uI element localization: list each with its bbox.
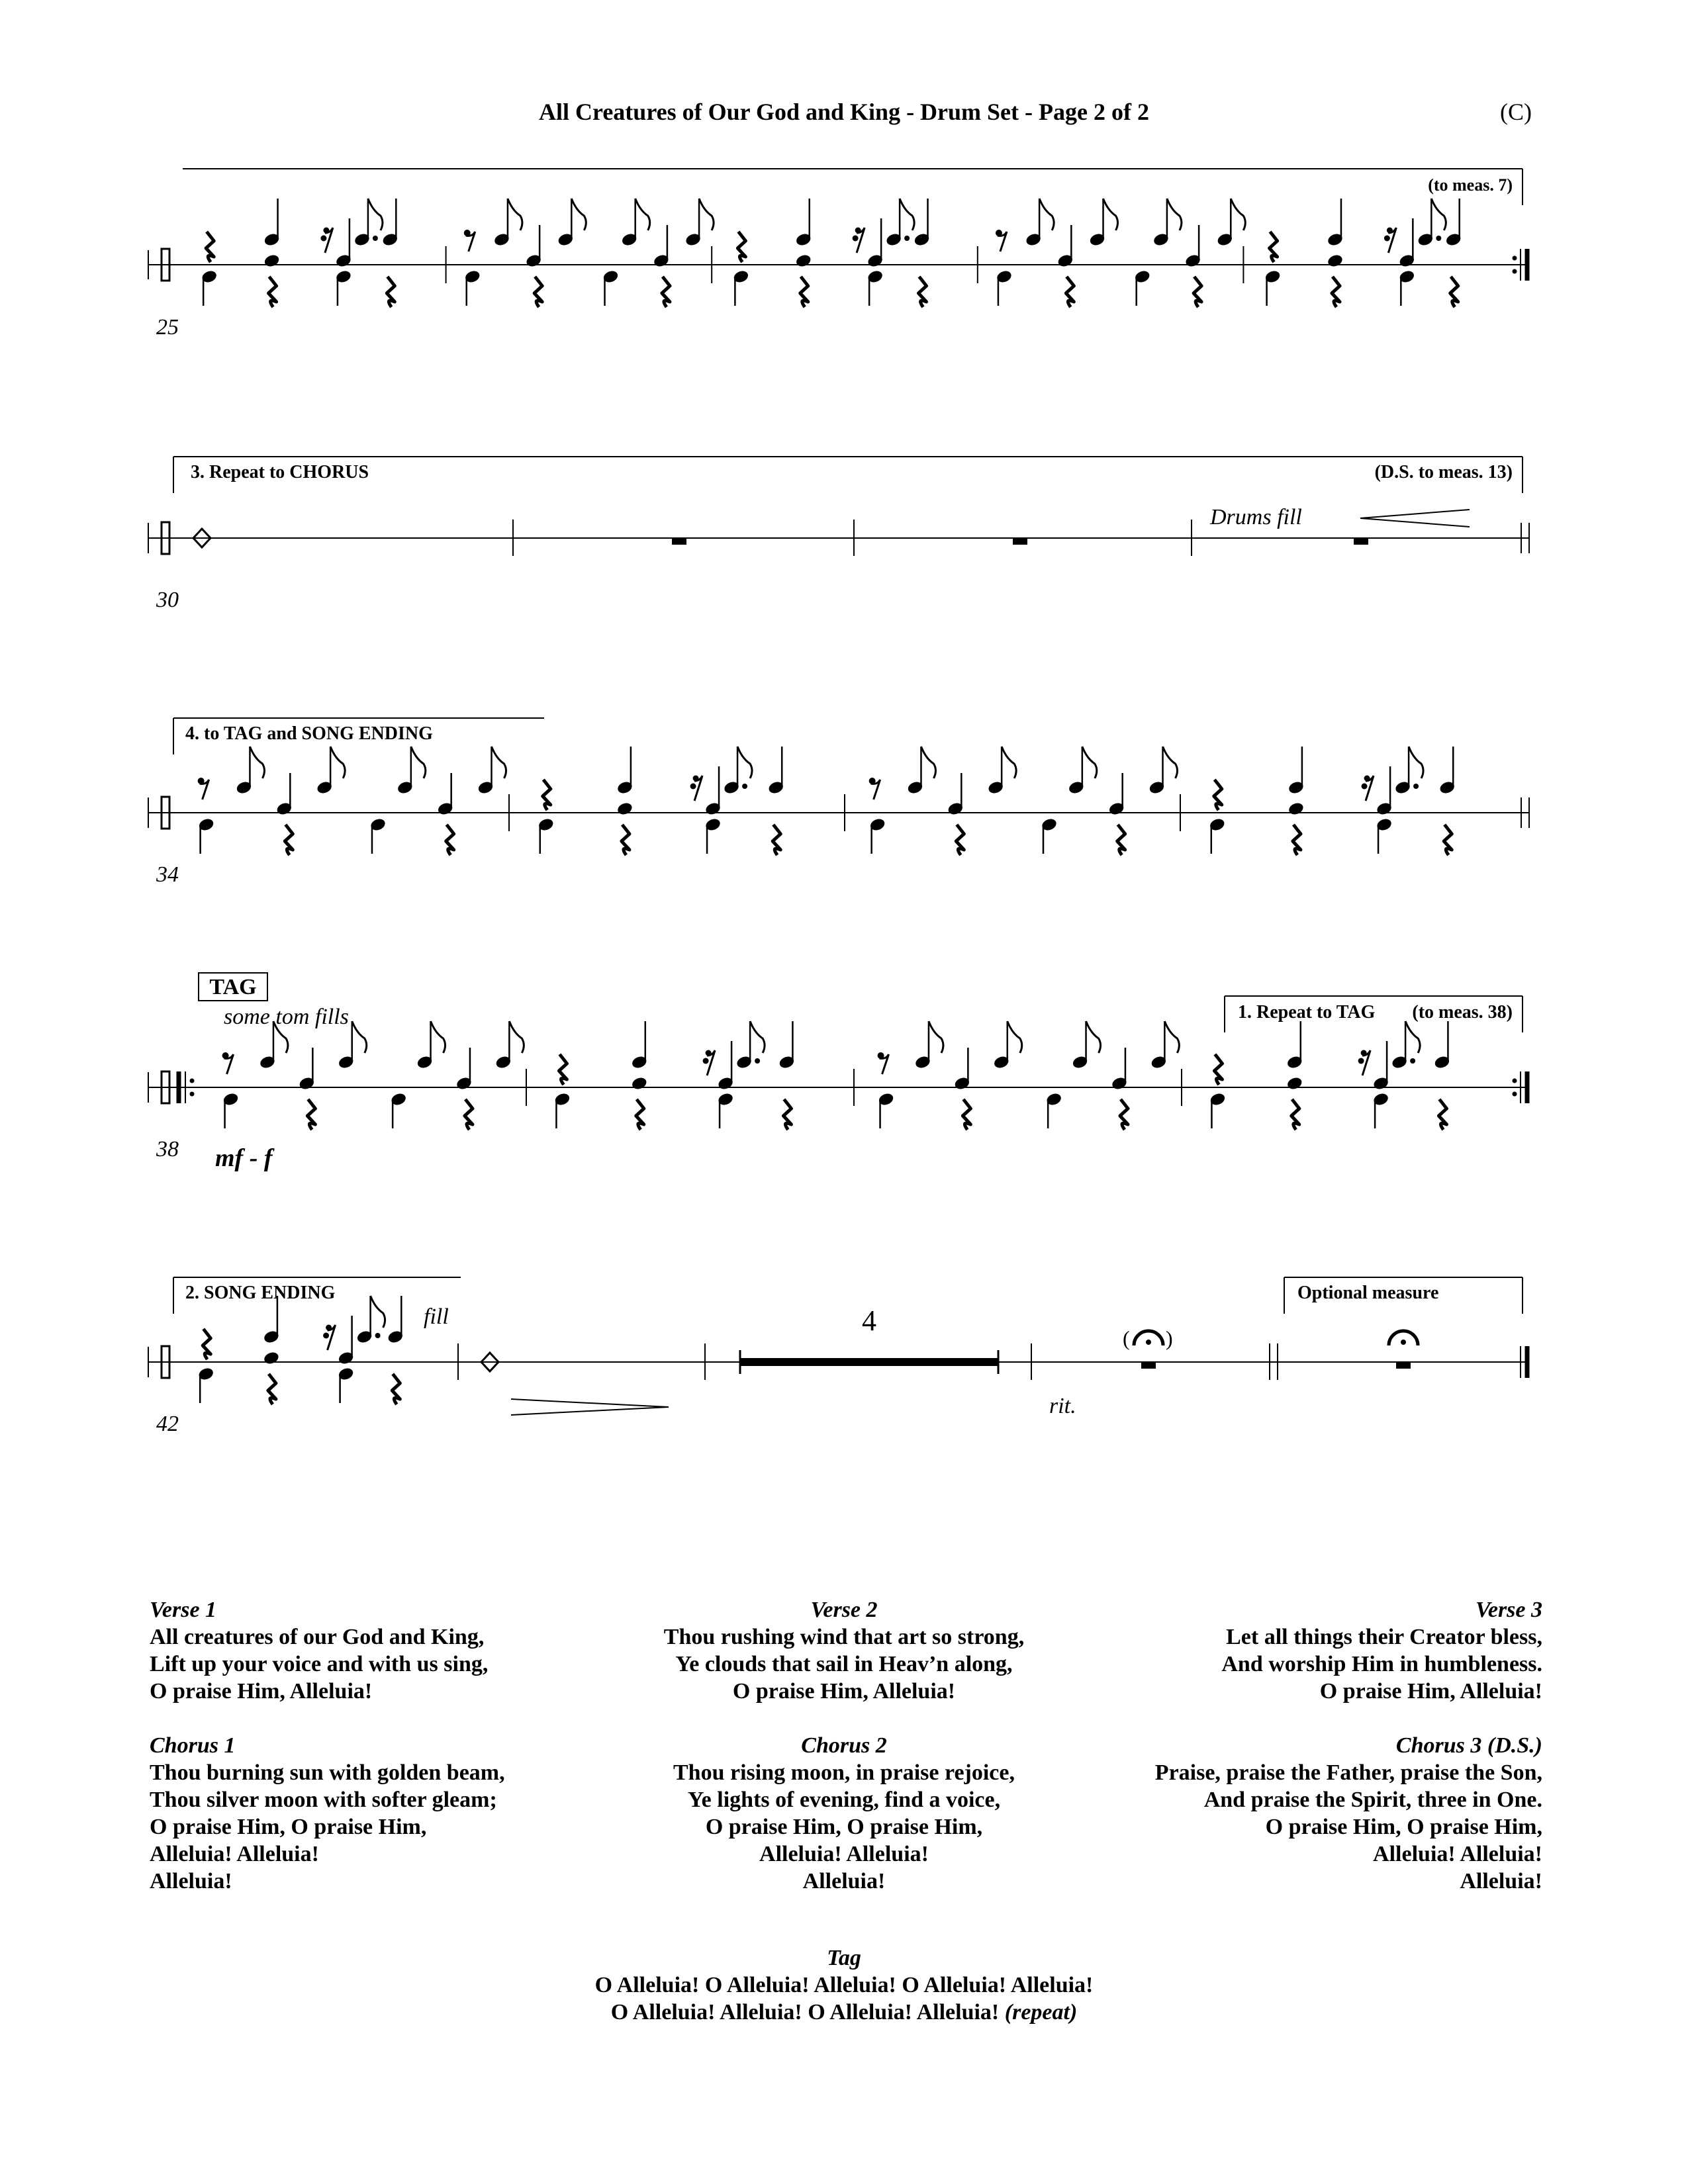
- lyric-line: O praise Him, Alleluia!: [1319, 1679, 1542, 1704]
- lyric-line: Alleluia!: [150, 1869, 232, 1893]
- verse-heading: Verse 2: [810, 1598, 878, 1622]
- whole-rest: [1354, 538, 1368, 545]
- measure: [553, 1021, 795, 1130]
- multi-rest: [740, 1358, 998, 1366]
- ending-left-label: 4. to TAG and SONG ENDING: [185, 723, 433, 744]
- ending-left-label: 2. SONG ENDING: [185, 1283, 336, 1303]
- system-1: [148, 169, 1527, 340]
- flag: [1163, 747, 1178, 778]
- quarter-rest: [783, 1099, 791, 1130]
- lyric-line: And praise the Spirit, three in One.: [1203, 1788, 1542, 1812]
- lyric-line: And worship Him in humbleness.: [1221, 1652, 1542, 1676]
- notehead: [795, 253, 812, 268]
- quarter-rest: [1270, 232, 1278, 262]
- quarter-rest: [203, 1329, 211, 1359]
- quarter-rest: [773, 825, 780, 855]
- key-label: (C): [1500, 99, 1532, 125]
- quarter-rest: [1450, 277, 1458, 307]
- rit-text: rit.: [1049, 1394, 1076, 1418]
- measure-number: 42: [156, 1412, 179, 1436]
- measure: [868, 747, 1177, 855]
- quarter-rest: [392, 1374, 400, 1404]
- tag-box-label: TAG: [209, 975, 257, 999]
- quarter-rest: [962, 1099, 970, 1130]
- notehead: [616, 801, 633, 816]
- quarter-rest: [1293, 825, 1301, 855]
- quarter-rest: [307, 1099, 315, 1130]
- flag: [411, 747, 426, 778]
- lyric-line: Thou rising moon, in praise rejoice,: [673, 1760, 1015, 1785]
- lyric-line: Lift up your voice and with us sing,: [150, 1652, 489, 1676]
- fill-text: fill: [424, 1304, 449, 1329]
- lyric-line: Thou silver moon with softer gleam;: [150, 1788, 497, 1812]
- lyrics-column-3: [1013, 1596, 1542, 1895]
- verse-heading: Verse 1: [150, 1598, 217, 1622]
- lyric-line: Ye clouds that sail in Heav’n along,: [675, 1652, 1013, 1676]
- quarter-rest: [285, 825, 293, 855]
- flag: [1405, 1021, 1420, 1053]
- flag: [635, 199, 650, 230]
- quarter-rest: [636, 1099, 644, 1130]
- flag: [571, 199, 586, 230]
- quarter-rest: [559, 1054, 567, 1085]
- measure: [1209, 1021, 1450, 1130]
- flag: [1164, 1021, 1179, 1053]
- measure: [732, 199, 931, 307]
- lyric-line: Alleluia!: [1460, 1869, 1542, 1893]
- measure: [197, 1296, 404, 1404]
- crescendo-hairpin: [1360, 510, 1470, 527]
- lyric-line: Praise, praise the Father, praise the Son,: [1154, 1760, 1542, 1785]
- measure: [201, 199, 399, 307]
- measure: [1264, 199, 1462, 307]
- quarter-rest: [662, 277, 670, 307]
- measure: [538, 747, 785, 855]
- quarter-rest: [206, 232, 214, 262]
- notehead: [631, 1075, 648, 1091]
- page-title: All Creatures of Our God and King - Drum Set - Page 2 of 2: [539, 99, 1149, 125]
- measure-number: 34: [156, 862, 179, 887]
- measure: [197, 747, 506, 855]
- measure: [464, 199, 714, 307]
- system-4: [148, 973, 1527, 1172]
- flag: [921, 747, 935, 778]
- system-5: [148, 1277, 1529, 1436]
- whole-rest: [672, 538, 686, 545]
- notehead: [1286, 1075, 1303, 1091]
- quarter-rest: [919, 277, 927, 307]
- quarter-rest: [387, 277, 395, 307]
- flag: [1086, 1021, 1101, 1053]
- whole-rest: [1141, 1362, 1156, 1369]
- measure: [877, 1021, 1179, 1130]
- notehead: [263, 1350, 280, 1365]
- tom-fills-text: some tom fills: [224, 1005, 349, 1029]
- quarter-rest: [737, 232, 745, 262]
- quarter-rest: [1120, 1099, 1128, 1130]
- measure-number: 30: [156, 588, 179, 612]
- lyric-line: Ye lights of evening, find a voice,: [687, 1788, 1001, 1812]
- lyric-line: Alleluia! Alleluia!: [1373, 1842, 1542, 1866]
- lyric-line: O praise Him, O praise Him,: [150, 1815, 427, 1839]
- repeat-text: (repeat): [1004, 2000, 1078, 2025]
- quarter-rest: [268, 1374, 276, 1404]
- quarter-rest: [1194, 277, 1201, 307]
- chorus-heading: Chorus 1: [150, 1733, 236, 1758]
- quarter-rest: [1291, 1099, 1299, 1130]
- lyric-line: O praise Him, Alleluia!: [732, 1679, 956, 1704]
- multirest-count: 4: [862, 1304, 876, 1337]
- tag-line-1: O Alleluia! O Alleluia! Alleluia! O Alleluia! Alleluia!: [594, 1973, 1094, 1997]
- flag: [699, 199, 714, 230]
- chorus-heading: Chorus 3 (D.S.): [1395, 1733, 1542, 1758]
- flag: [508, 199, 522, 230]
- whole-rest: [1396, 1362, 1411, 1369]
- flag: [431, 1021, 445, 1053]
- measure: [222, 1021, 524, 1130]
- quarter-rest: [1444, 825, 1452, 855]
- quarter-rest: [1066, 277, 1074, 307]
- quarter-rest: [1438, 1099, 1446, 1130]
- svg-text:(: (: [1123, 1326, 1130, 1350]
- lyric-line: O praise Him, O praise Him,: [705, 1815, 983, 1839]
- ending-inner-label: 1. Repeat to TAG: [1238, 1002, 1376, 1023]
- flag: [371, 1296, 385, 1328]
- dynamics-mark: mf - f: [215, 1144, 273, 1172]
- ending-left-label: 3. Repeat to CHORUS: [191, 462, 369, 482]
- tag-lyrics: [0, 1944, 1688, 2026]
- lyric-line: O praise Him, Alleluia!: [150, 1679, 373, 1704]
- verse-heading: Verse 3: [1475, 1598, 1542, 1622]
- flag: [1002, 747, 1016, 778]
- flag: [900, 199, 914, 230]
- lyric-line: Thou burning sun with golden beam,: [150, 1760, 505, 1785]
- quarter-rest: [956, 825, 964, 855]
- ending-right-label: (to meas. 7): [1428, 175, 1513, 195]
- lyric-line: Alleluia! Alleluia!: [759, 1842, 929, 1866]
- flag: [1409, 747, 1423, 778]
- notehead: [1288, 801, 1305, 816]
- ending-inner-right: (to meas. 38): [1412, 1002, 1513, 1023]
- flag: [330, 747, 345, 778]
- quarter-rest: [1332, 277, 1340, 307]
- measure-number: 38: [156, 1137, 179, 1161]
- lyric-line: All creatures of our God and King,: [150, 1625, 485, 1649]
- notehead: [263, 253, 280, 268]
- whole-rest: [1013, 538, 1027, 545]
- system-3: [148, 718, 1529, 887]
- quarter-rest: [1214, 1054, 1222, 1085]
- measure: [996, 199, 1246, 307]
- flag: [509, 1021, 524, 1053]
- quarter-rest: [1214, 780, 1222, 810]
- tag-heading: Tag: [827, 1946, 861, 1970]
- flag: [250, 747, 264, 778]
- lyric-line: O praise Him, O praise Him,: [1265, 1815, 1542, 1839]
- quarter-rest: [800, 277, 808, 307]
- ending-right-label: (D.S. to meas. 13): [1374, 462, 1513, 482]
- lyric-line: Alleluia! Alleluia!: [150, 1842, 319, 1866]
- flag: [1103, 199, 1118, 230]
- flag: [1039, 199, 1054, 230]
- tag-line-2: O Alleluia! Alleluia! O Alleluia! Alleluia!: [610, 2000, 1000, 2025]
- flag: [1082, 747, 1097, 778]
- quarter-rest: [465, 1099, 473, 1130]
- flag: [368, 199, 383, 230]
- lyric-line: Let all things their Creator bless,: [1226, 1625, 1542, 1649]
- quarter-rest: [269, 277, 277, 307]
- flag: [929, 1021, 943, 1053]
- flag: [1167, 199, 1182, 230]
- flag: [750, 1021, 765, 1053]
- svg-text:): ): [1166, 1326, 1173, 1350]
- quarter-rest: [622, 825, 630, 855]
- chorus-heading: Chorus 2: [801, 1733, 887, 1758]
- flag: [1231, 199, 1245, 230]
- flag: [1431, 199, 1446, 230]
- fill-text: Drums fill: [1210, 505, 1302, 529]
- system-2: [148, 457, 1529, 612]
- lyric-line: Alleluia!: [802, 1869, 886, 1893]
- quarter-rest: [543, 780, 551, 810]
- quarter-rest: [446, 825, 454, 855]
- flag: [352, 1021, 367, 1053]
- flag: [737, 747, 752, 778]
- flag: [492, 747, 506, 778]
- quarter-rest: [534, 277, 542, 307]
- measure: [1209, 747, 1456, 855]
- lyric-line: Thou rushing wind that art so strong,: [663, 1625, 1025, 1649]
- flag: [1008, 1021, 1022, 1053]
- decrescendo-hairpin: [511, 1399, 669, 1415]
- notehead: [1327, 253, 1344, 268]
- quarter-rest: [1117, 825, 1125, 855]
- lyrics-column-1: [150, 1596, 653, 1895]
- measure-number: 25: [156, 315, 179, 340]
- optional-measure-label: Optional measure: [1297, 1283, 1439, 1303]
